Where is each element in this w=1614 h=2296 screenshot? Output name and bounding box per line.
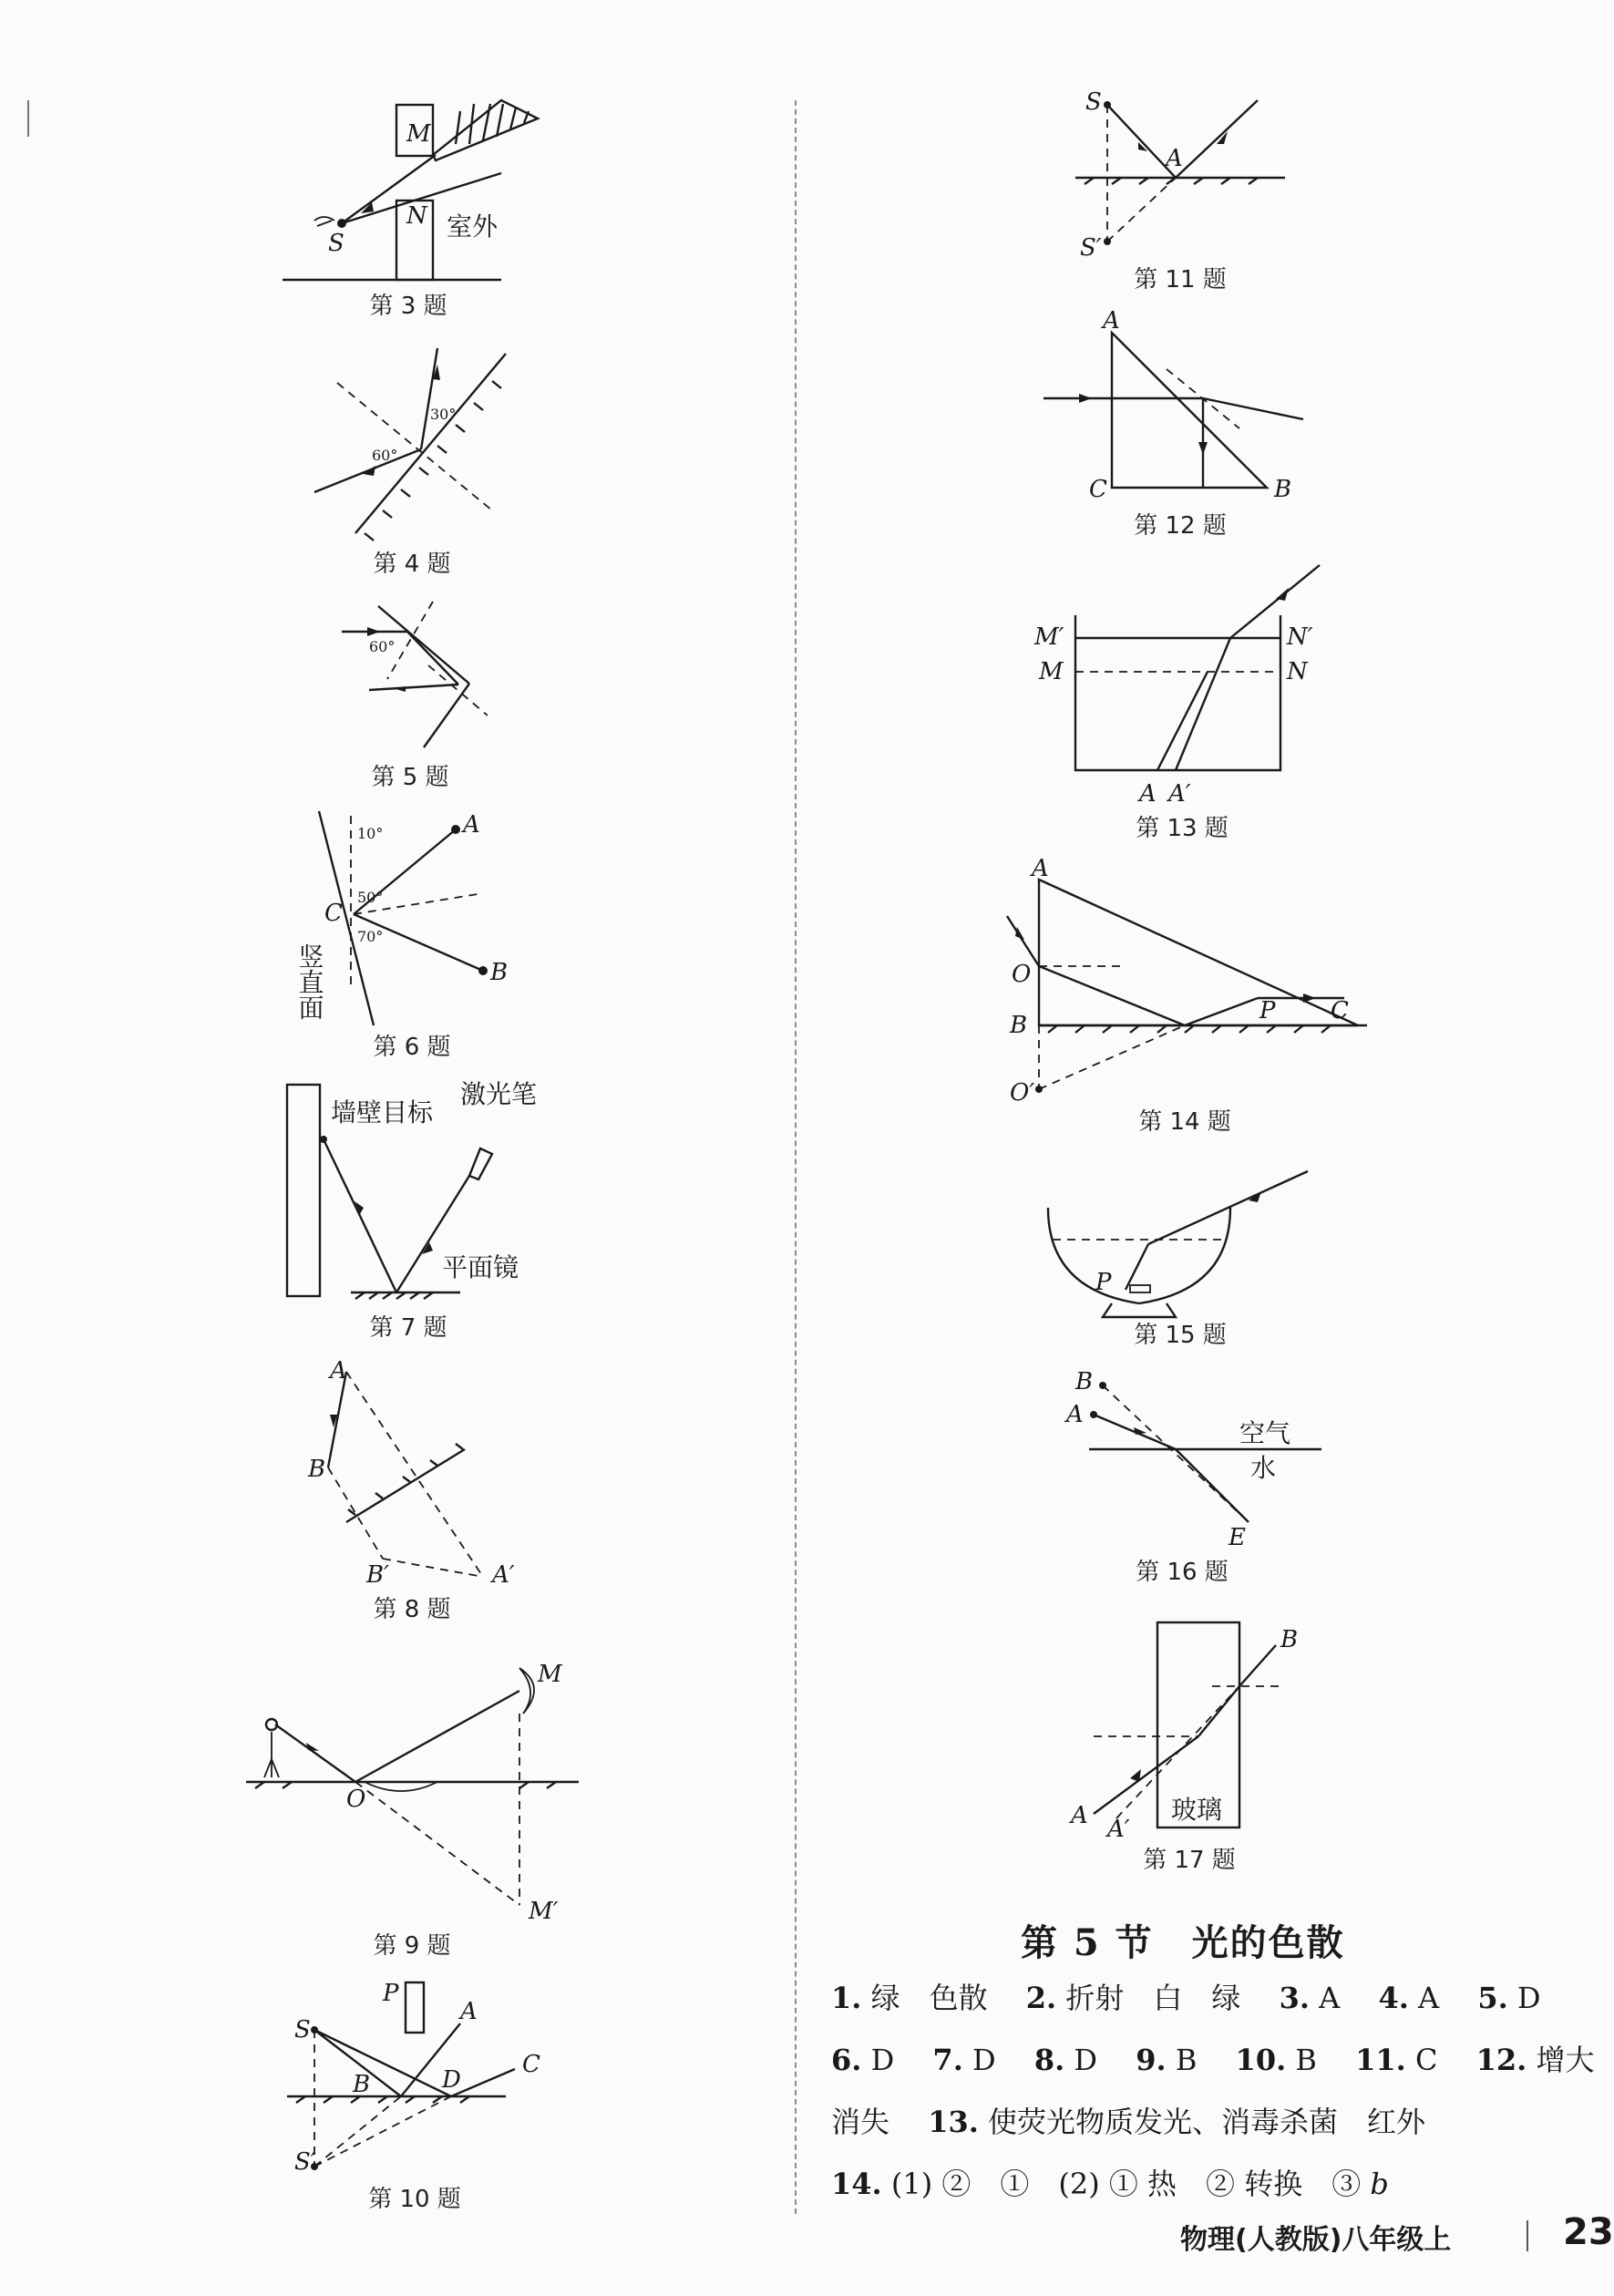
- figure-16: [1057, 1367, 1340, 1550]
- label-o: O: [1012, 961, 1032, 988]
- q8-num: 8.: [1033, 2043, 1065, 2077]
- q10-num: 10.: [1235, 2043, 1287, 2077]
- figure-12: [1039, 307, 1331, 506]
- caption-fig9: 第 9 题: [373, 1932, 451, 1960]
- label-a: A: [1066, 1401, 1084, 1428]
- q13-num: 13.: [928, 2105, 979, 2139]
- angle-10: 10°: [357, 825, 384, 842]
- figure-15: [1030, 1153, 1340, 1317]
- label-a2: A′: [1107, 1816, 1130, 1843]
- angle-30: 30°: [430, 406, 457, 423]
- figure-11: [1071, 88, 1299, 262]
- caption-fig4: 第 4 题: [373, 551, 451, 578]
- q6-answer: D: [870, 2043, 895, 2077]
- label-b: B: [490, 959, 509, 986]
- q5-num: 5.: [1477, 1981, 1508, 2015]
- label-a: A: [1139, 780, 1157, 808]
- page-footer: [1180, 2211, 1614, 2257]
- figure-6: [294, 807, 538, 1035]
- column-divider: [795, 100, 797, 2214]
- label-b: B: [1274, 476, 1292, 503]
- label-n: N: [406, 202, 427, 230]
- caption-fig12: 第 12 题: [1134, 512, 1227, 540]
- book-title: 物理(人教版)八年级上: [1180, 2224, 1452, 2256]
- label-s: S: [1085, 88, 1102, 116]
- label-c: C: [1089, 476, 1107, 503]
- page-edge-line: [27, 100, 29, 137]
- label-a2: A′: [492, 1561, 515, 1589]
- figure-3: [273, 100, 547, 283]
- label-b: B: [308, 1456, 326, 1483]
- label-o2: O′: [1010, 1079, 1035, 1107]
- label-s: S: [328, 230, 344, 257]
- label-p: P: [1095, 1269, 1112, 1296]
- q11-answer: C: [1414, 2043, 1438, 2077]
- label-n: N: [1287, 658, 1308, 685]
- label-b2: B′: [366, 1561, 390, 1589]
- label-b: B: [1280, 1626, 1299, 1653]
- caption-fig6: 第 6 题: [373, 1034, 451, 1061]
- q12-answer: 增大: [1536, 2043, 1595, 2077]
- answer-line-3: [831, 2104, 1425, 2140]
- figure-17: [1066, 1609, 1321, 1843]
- label-a: A: [1071, 1802, 1088, 1829]
- answer-line-1: [831, 1980, 1541, 2016]
- label-s: S: [294, 2016, 311, 2044]
- q12-num: 12.: [1475, 2043, 1527, 2077]
- q1-answer: 绿 色散: [870, 1981, 988, 2015]
- figure-5: [333, 597, 497, 752]
- label-d: D: [442, 2066, 461, 2094]
- answer-line-2: [831, 2042, 1594, 2078]
- label-wall: 竖直面: [294, 943, 325, 1020]
- q2-num: 2.: [1025, 1981, 1057, 2015]
- q3-num: 3.: [1279, 1981, 1310, 2015]
- label-a: A: [330, 1357, 347, 1385]
- label-water: 水: [1250, 1453, 1277, 1483]
- figure-8: [292, 1357, 529, 1589]
- q13-answer: 使荧光物质发光、消毒杀菌 红外: [988, 2105, 1426, 2139]
- q14-answer-b: b: [1370, 2167, 1389, 2201]
- label-n1: N′: [1287, 623, 1313, 651]
- q10-answer: B: [1295, 2043, 1317, 2077]
- label-c: C: [522, 2051, 540, 2078]
- q7-num: 7.: [932, 2043, 963, 2077]
- q14-answer: (1) ② ① (2) ① 热 ② 转换 ③: [890, 2167, 1362, 2201]
- section-title: 第 5 节 光的色散: [1021, 1921, 1345, 1964]
- q3-answer: A: [1319, 1981, 1341, 2015]
- label-m1: M′: [1034, 623, 1064, 651]
- figure-14: [993, 855, 1376, 1107]
- label-b: B: [1075, 1368, 1094, 1395]
- footer-separator: [1527, 2220, 1528, 2251]
- angle-60: 60°: [369, 638, 396, 655]
- caption-fig5: 第 5 题: [371, 764, 449, 791]
- q5-answer: D: [1516, 1981, 1541, 2015]
- figure-13: [1030, 561, 1340, 807]
- q8-answer: D: [1074, 2043, 1098, 2077]
- label-c: C: [1331, 997, 1349, 1024]
- label-a: A: [1166, 145, 1183, 172]
- label-p: P: [1259, 997, 1276, 1024]
- q9-num: 9.: [1136, 2043, 1167, 2077]
- caption-fig7: 第 7 题: [369, 1314, 447, 1342]
- label-glass: 玻璃: [1171, 1795, 1223, 1825]
- label-m2: M′: [529, 1898, 559, 1925]
- q6-num: 6.: [831, 2043, 862, 2077]
- q4-num: 4.: [1378, 1981, 1409, 2015]
- label-p: P: [383, 1980, 399, 2007]
- label-m: M: [406, 120, 431, 148]
- page-number: 23: [1563, 2211, 1614, 2253]
- caption-fig3: 第 3 题: [369, 293, 447, 320]
- q7-answer: D: [972, 2043, 996, 2077]
- label-o: O: [346, 1786, 366, 1813]
- label-s2: S′: [1080, 234, 1102, 262]
- label-b: B: [353, 2071, 371, 2098]
- label-s2: S′: [294, 2148, 316, 2176]
- label-mirror: 平面镜: [442, 1252, 519, 1282]
- q14-num: 14.: [831, 2167, 882, 2201]
- caption-fig16: 第 16 题: [1136, 1559, 1228, 1586]
- figure-7: [278, 1076, 551, 1303]
- label-target: 墙壁目标: [331, 1097, 434, 1127]
- label-outside: 室外: [447, 211, 499, 242]
- q1-num: 1.: [831, 1981, 862, 2015]
- caption-fig14: 第 14 题: [1138, 1108, 1231, 1136]
- label-e: E: [1228, 1524, 1246, 1551]
- label-a: A: [1032, 855, 1049, 882]
- label-a2: A′: [1168, 780, 1191, 808]
- caption-fig13: 第 13 题: [1136, 815, 1228, 842]
- label-a: A: [1103, 307, 1120, 335]
- figure-9: [246, 1641, 583, 1923]
- caption-fig8: 第 8 题: [373, 1596, 451, 1623]
- q9-answer: B: [1175, 2043, 1198, 2077]
- label-a: A: [463, 811, 480, 839]
- figure-4: [301, 346, 519, 547]
- angle-70: 70°: [357, 928, 384, 945]
- label-m: M: [1039, 658, 1064, 685]
- angle-60: 60°: [372, 447, 398, 464]
- answer-line-4: [831, 2166, 1389, 2202]
- label-c: C: [324, 900, 343, 927]
- label-a: A: [460, 1998, 478, 2025]
- caption-fig11: 第 11 题: [1134, 266, 1227, 293]
- angle-50: 50°: [357, 889, 384, 906]
- caption-fig10: 第 10 题: [368, 2186, 461, 2213]
- figure-10: [278, 1973, 570, 2174]
- label-laser: 激光笔: [460, 1079, 538, 1109]
- q11-num: 11.: [1355, 2043, 1406, 2077]
- label-m: M: [538, 1661, 562, 1688]
- q2-answer: 折射 白 绿: [1065, 1981, 1241, 2015]
- q4-answer: A: [1418, 1981, 1440, 2015]
- label-air: 空气: [1239, 1418, 1291, 1448]
- caption-fig17: 第 17 题: [1143, 1847, 1236, 1874]
- label-b: B: [1010, 1012, 1028, 1039]
- caption-fig15: 第 15 题: [1134, 1322, 1227, 1349]
- q12-answer-cont: 消失: [831, 2105, 890, 2139]
